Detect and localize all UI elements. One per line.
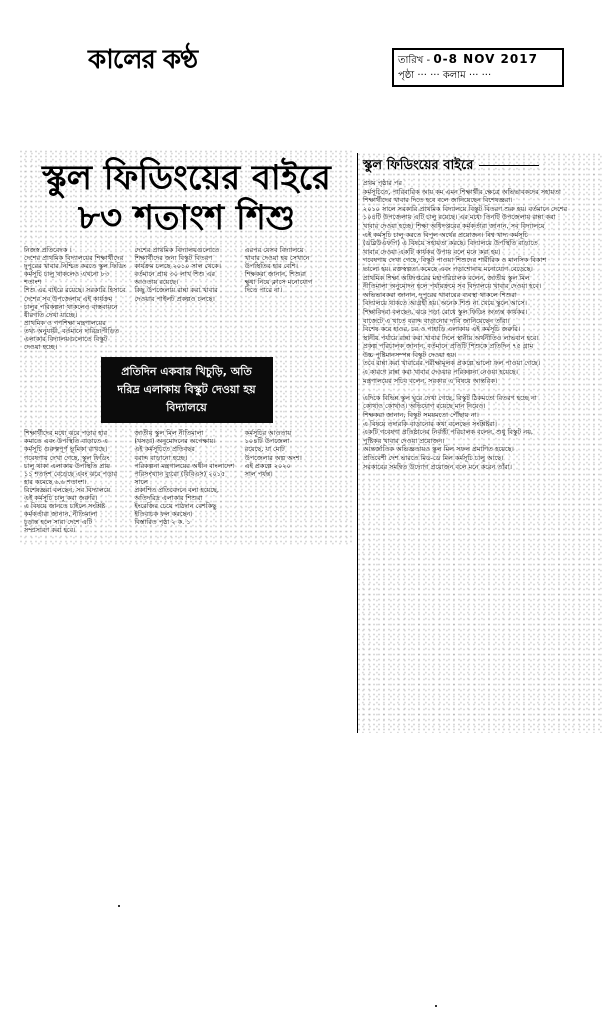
text-line: পরিসংখ্যান ব্যুরো (বিবিএস) ২০১৫ সালে bbox=[134, 469, 226, 486]
text-line: উচ্চ পুষ্টিমানসম্পন্ন বিস্কুট দেওয়া হয়। bbox=[363, 350, 457, 359]
text-line: দেওয়া হচ্ছে। bbox=[24, 343, 58, 352]
text-line: শিক্ষার্থীদের মধ্যে ঝরে পড়ার হার bbox=[24, 429, 108, 438]
text-line: প্রাথমিক শিক্ষা অধিদপ্তরের মহাপরিচালক বলেন, জাতীয় স্কুল মিল bbox=[363, 273, 530, 282]
text-line: প্রকল্প পরিচালক জানান, বর্তমানে প্রতিটি শিশুকে প্রতিদিন ৭৫ গ্রাম bbox=[363, 342, 534, 351]
text-line: কর্মসূচিতে, পারিবারিক আয় কম এমন শিক্ষার্থীর ক্ষেত্রে অভিভাবকদের সহায়তা bbox=[363, 187, 561, 196]
text-line: বাজেটে এ খাতে বরাদ্দ বাড়ানোর দাবি জানিয়েছেন তাঁরা। bbox=[363, 316, 510, 325]
text-line: শিক্ষকরা জানান, শিশুরা bbox=[244, 270, 306, 279]
article-column-3 bbox=[245, 246, 349, 295]
text-line: প্রাথমিক ও গণশিক্ষা মন্ত্রণালয়ের bbox=[24, 318, 106, 327]
text-line: চূড়ান্ত হলে সারা দেশে এটি bbox=[24, 518, 93, 527]
text-line: তথ্য অনুযায়ী, বর্তমানে দারিদ্র্যপীড়িত bbox=[24, 326, 120, 335]
text-line: বর্তমানে প্রায় ৩০ লাখ শিশু এর bbox=[134, 270, 215, 279]
text-line: এরপর যেসব বিদ্যালয়ে bbox=[244, 246, 304, 254]
main-article-clipping bbox=[20, 150, 353, 545]
text-line: এই কর্মসূচি চালু করা জরুরি। bbox=[24, 493, 98, 502]
highlight-line: প্রতিদিন একবার খিচুড়ি, অতি bbox=[121, 365, 252, 379]
scan-speck bbox=[435, 1005, 437, 1007]
text-line: প্রতিবেশী দেশ ভারতে মিড-ডে মিল কর্মসূচি চালু আছে। bbox=[363, 454, 504, 462]
date-stamp: তারিখ - 0-8 NOV 2017 পৃষ্ঠা ··· ··· কলাম ··· ··· bbox=[392, 48, 564, 87]
text-line: কার্যক্রম চলছে ২০১০ সাল থেকে। bbox=[134, 262, 221, 271]
text-line: ১০৪টি উপজেলা bbox=[244, 437, 290, 446]
text-line: খাবার দেওয়া হচ্ছে। শিক্ষা অধিদপ্তরের কর্মকর্তারা জানান, সব বিদ্যালয়ে bbox=[363, 221, 545, 230]
text-line: নিজস্ব প্রতিবেদক । bbox=[24, 246, 72, 254]
article-column-1-continued bbox=[24, 429, 128, 534]
text-line: কিছু উপজেলায় রান্না করা খাবার bbox=[134, 286, 218, 295]
text-line: বিস্তারিত পৃষ্ঠা ২ ক. ১ bbox=[134, 518, 191, 527]
text-line: ইংরেজির চেয়ে পাঠদান বেশকিছু ইতিবাচক ফল করছেন। bbox=[134, 502, 217, 519]
text-line: (খসড়া) অনুমোদনের অপেক্ষায়। bbox=[134, 437, 216, 446]
text-line: কর্মসূচি চালু থাকলেও এখনো ৮৩ শতাংশ bbox=[24, 270, 110, 287]
text-line: খাবার দেওয়া হয় সেখানে bbox=[244, 254, 310, 263]
text-line: সম্প্রসারণ করা হবে। bbox=[24, 526, 76, 535]
text-line: গবেষণায় দেখা গেছে, বিস্কুট পাওয়া শিশুদের শারীরিক ও মানসিক বিকাশ bbox=[363, 256, 547, 265]
text-line: সাল পর্যন্ত। bbox=[244, 469, 273, 478]
text-line: দেশের প্রাথমিক বিদ্যালয়ের শিক্ষার্থীদের bbox=[24, 254, 124, 263]
text-line: একটি গবেষণা প্রতিষ্ঠানের নির্বাহী পরিচালক বলেন, শুধু বিস্কুট নয়, bbox=[363, 428, 533, 437]
text-line: অভিভাবকরা জানান, দুপুরের খাবারের ব্যবস্থা থাকলে শিশুরা bbox=[363, 290, 517, 299]
text-line: কর্মসূচির আওতায় bbox=[244, 429, 292, 438]
article-column-2-continued bbox=[134, 429, 238, 526]
text-line: এদিকে বিভিন্ন স্কুল ঘুরে দেখা গেছে, বিস্কুট ঠিকমতো বিতরণ হচ্ছে না bbox=[363, 393, 537, 402]
newspaper-masthead: কালের কণ্ঠ bbox=[88, 45, 198, 75]
text-line: শিক্ষার্থীদের জন্য বিস্কুট বিতরণ bbox=[134, 254, 213, 263]
text-line: শিক্ষকরা জানান, বিস্কুট সময়মতো পৌঁছায় না। bbox=[363, 411, 479, 420]
headline-line-2: ৮৩ শতাংশ শিশু bbox=[77, 198, 296, 238]
text-line: চালু থাকা এলাকায় উপস্থিতি প্রায় bbox=[24, 461, 110, 470]
text-line: খাবার দেওয়া একটি কার্যকর উপায় বলে মনে করা হয়। bbox=[363, 247, 501, 256]
text-line: আন্তর্জাতিক অভিজ্ঞতায়ও স্কুল মিল সফল প্রমাণিত হয়েছে। bbox=[363, 445, 514, 454]
stamp-date: 0-8 NOV 2017 bbox=[433, 52, 538, 66]
date-label: তারিখ bbox=[398, 55, 424, 66]
text-line: দিতে পারে না। bbox=[244, 286, 283, 295]
columns-below-box bbox=[24, 429, 349, 534]
text-line: উপজেলার অল্প অংশ। bbox=[244, 453, 302, 462]
text-line: ক্ষুধা নিয়ে ক্লাসে মনোযোগ bbox=[244, 278, 313, 287]
text-line: এই কর্মসূচি চালু করতে বিপুল অর্থের প্রয়োজন। বিশ্ব খাদ্য কর্মসূচি bbox=[363, 230, 529, 239]
text-line: দেশের সব উপজেলায় এই কার্যক্রম bbox=[24, 294, 113, 303]
text-line: গবেষণায় দেখা গেছে, স্কুল ফিডিং bbox=[24, 453, 110, 462]
text-line: শিশু এর বাইরে রয়েছে। সরকারি হিসাবে bbox=[24, 286, 126, 295]
text-line: আওতায় রয়েছে। bbox=[134, 278, 179, 287]
text-line: (ডব্লিউএফপি) এ বিষয়ে সহায়তা করছে। বিদ্যালয়ে উপস্থিতি বাড়াতে bbox=[363, 239, 538, 248]
highlight-box bbox=[101, 357, 273, 423]
highlight-line: বিদ্যালয়ে bbox=[166, 401, 207, 415]
text-line: কমাতে এবং উপস্থিতি বাড়াতে এ bbox=[24, 437, 108, 446]
text-line: কোথাও কোথাও। অভিযোগ রয়েছে মান নিয়েও। bbox=[363, 402, 486, 411]
text-line: কর্মকর্তারা জানান, নীতিমালা bbox=[24, 510, 98, 519]
page-label: পৃষ্ঠা bbox=[398, 70, 415, 81]
text-line: চালুর পরিকল্পনা থাকলেও বাস্তবায়নে bbox=[24, 302, 118, 311]
text-line: পুষ্টিকর খাবার দেওয়া প্রয়োজন। bbox=[363, 436, 445, 445]
continuation-article-clipping bbox=[357, 153, 602, 733]
text-line: বিশেষ করে হাওর, চর ও পাহাড়ি এলাকায় এই কর্মসূচি জরুরি। bbox=[363, 325, 521, 334]
text-line: স্থানীয় পর্যায়ে রান্না করা খাবার দিলে স্থানীয় অর্থনীতিও লাভবান হবে। bbox=[363, 333, 539, 342]
text-line: দেশের প্রাথমিক বিদ্যালয়গুলোতে bbox=[134, 246, 220, 254]
text-line: দেওয়ার পাইলট প্রকল্পও চলছে। bbox=[134, 294, 215, 303]
text-line: প্রথম পৃষ্ঠার পর bbox=[363, 179, 402, 187]
text-line: মন্ত্রণালয়ের সচিব বলেন, সরকার এ বিষয়ে আন্তরিক। bbox=[363, 376, 498, 385]
text-line: ১০৪টি উপজেলায় এটি চালু রয়েছে। এর মধ্যে তিনটি উপজেলায় রান্না করা bbox=[363, 213, 556, 222]
paragraph-gap bbox=[363, 385, 597, 394]
text-line: বিদ্যালয়ে থাকতে আগ্রহী হয়। অনেক শিশু না খেয়ে স্কুলে আসে। bbox=[363, 299, 527, 308]
text-line: কর্মসূচি গুরুত্বপূর্ণ ভূমিকা রাখছে। bbox=[24, 445, 108, 454]
text-line: উপস্থিতির হার বেশি। bbox=[244, 262, 298, 271]
text-line: রয়েছে, যা মোট bbox=[244, 445, 285, 454]
article-column-1 bbox=[24, 246, 128, 351]
text-line: ধীরগতি দেখা যাচ্ছে। bbox=[24, 310, 78, 319]
continuation-body bbox=[363, 179, 597, 471]
scan-speck bbox=[118, 905, 120, 907]
text-line: বিশেষজ্ঞরা বলছেন, সব বিদ্যালয়ে bbox=[24, 485, 111, 494]
text-line: শিক্ষাবিদরা বলছেন, ঝরে পড়া রোধে স্কুল ফিডিং অত্যন্ত কার্যকর। bbox=[363, 307, 528, 316]
column-label: কলাম bbox=[442, 70, 466, 81]
text-line: এই কর্মসূচিতে প্রতিবছর bbox=[134, 445, 195, 454]
headline bbox=[24, 158, 349, 238]
text-line: হার কমেছে ৬.৬ শতাংশ। bbox=[24, 477, 87, 486]
text-line: বরাদ্দ বাড়ানো হচ্ছে। bbox=[134, 453, 188, 462]
headline-line-1: স্কুল ফিডিংয়ের বাইরে bbox=[42, 158, 331, 198]
text-line: এ বিষয়ে তদারকি বাড়ানোর কথা বলেছেন সংশ্লিষ্টরা। bbox=[363, 419, 498, 428]
columns-above-box bbox=[24, 246, 349, 351]
text-line: ১১ শতাংশ বেড়েছে এবং ঝরে পড়ার bbox=[24, 469, 118, 478]
text-line: প্রকাশিত প্রতিবেদনে বলা হয়েছে, bbox=[134, 485, 219, 494]
highlight-line: দরিদ্র এলাকায় বিস্কুট দেওয়া হয় bbox=[117, 383, 256, 397]
text-line: তবে রান্না করা খাবারের পরীক্ষামূলক প্রকল্পে ভালো ফল পাওয়া গেছে। bbox=[363, 359, 541, 368]
text-line: নীতিমালা অনুমোদন হলে পর্যায়ক্রমে সব বিদ্যালয়ে খাবার দেওয়া হবে। bbox=[363, 282, 542, 291]
text-line: অতিদরিদ্র এলাকার শিশুরা bbox=[134, 493, 203, 502]
article-column-3-continued bbox=[245, 429, 349, 478]
text-line: এ কারণে রান্না করা খাবার দেওয়ার পরিকল্পনা নেওয়া হয়েছে। bbox=[363, 368, 518, 377]
text-line: ভালো হয়। রক্তস্বল্পতা কমেছে এবং পড়াশোনায় মনোযোগ বেড়েছে। bbox=[363, 264, 533, 273]
text-line: এলাকার বিদ্যালয়গুলোতে বিস্কুট bbox=[24, 335, 108, 344]
article-column-2 bbox=[134, 246, 238, 303]
text-line: পরিকল্পনা মন্ত্রণালয়ের অধীন বাংলাদেশ bbox=[134, 461, 235, 470]
text-line: এই প্রকল্পে ২০২০ bbox=[244, 461, 291, 470]
text-line: দুপুরের খাবার নিশ্চিত করতে স্কুল ফিডিং bbox=[24, 262, 126, 271]
text-line: এ বিষয়ে জানতে চাইলে সংশ্লিষ্ট bbox=[24, 502, 106, 511]
continuation-title: স্কুল ফিডিংয়ের বাইরে bbox=[363, 157, 597, 175]
text-line: জাতীয় স্কুল মিল নীতিমালা bbox=[134, 429, 204, 438]
text-line: শিক্ষার্থীদের খাবার দিতে হবে বলে জানিয়েছেন বিশেষজ্ঞরা। bbox=[363, 196, 513, 205]
text-line: ২০১০ সালে সরকারি প্রাথমিক বিদ্যালয়ে বিস্কুট বিতরণ শুরু হয়। বর্তমানে দেশের bbox=[363, 204, 568, 213]
text-line: সরকারের সমন্বিত উদ্যোগ প্রয়োজন বলে মনে করেন তাঁরা। bbox=[363, 462, 512, 471]
